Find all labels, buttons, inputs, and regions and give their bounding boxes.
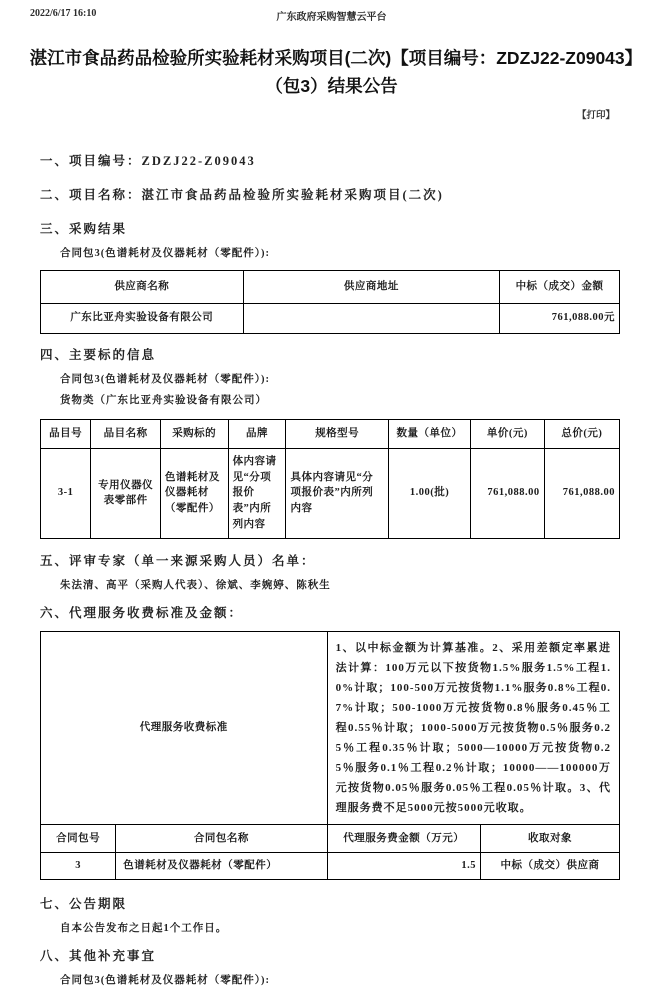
cell-fee-standard-text: 1、以中标金额为计算基准。2、采用差额定率累进法计算：100万元以下按货物1.5%服务1.5%工程1.0%计取；100-500万元按货物1.1%服务0.8%工程0.7%计取；500-1000万元按货物0.8％服务0.45％工程0.55％计取；1000-5000万元按货物0.5％服务0.25％工程0.35％计取；5000—10000万元按货物0.25％服务0.1％工程0.2％计取；10000——100000万元按货物0.05％服务0.05％工程0.05％计取。3、代理服务费不足5000元按5000元收取。 [327,631,619,824]
page-top-bar [0,0,663,23]
section-procurement-result: 三、采购结果 [40,221,128,236]
section-other-matters: 八、其他补充事宜 [40,949,157,964]
announcement-body [0,154,663,988]
result-package-line: 合同包3(色谱耗材及仪器耗材（零配件）): [60,247,270,259]
th-unit-price: 单价(元) [471,420,545,449]
cell-supplier-name: 广东比亚舟实验设备有限公司 [41,303,244,333]
subject-package-line: 合同包3(色谱耗材及仪器耗材（零配件）): [60,373,270,385]
cell-quantity-unit: 1.00(批) [388,448,470,538]
print-button[interactable]: 【打印】 [576,110,615,121]
th-procurement-subject: 采购标的 [160,420,228,449]
th-package-name: 合同包名称 [116,825,327,853]
cell-package-no: 3 [41,853,116,880]
th-fee-amount: 代理服务费金额（万元） [327,825,480,853]
th-brand: 品牌 [228,420,286,449]
announcement-title: 湛江市食品药品检验所实验耗材采购项目(二次)【项目编号：ZDZJ22-Z09043】（包3）结果公告 [29,48,634,97]
th-item-name: 品目名称 [91,420,160,449]
subject-category-line: 货物类（广东比亚舟实验设备有限公司） [60,395,267,407]
supplier-table-header-row [41,270,620,303]
th-item-no: 品目号 [41,420,91,449]
supplier-result-table [40,270,620,334]
section-project-number: 一、项目编号：ZDZJ22-Z09043 [40,153,256,168]
cell-supplier-address [243,303,499,333]
site-name: 广东政府采购智慧云平台 [276,12,387,23]
cell-package-name: 色谱耗材及仪器耗材（零配件） [116,853,327,880]
th-quantity-unit: 数量（单位） [388,420,470,449]
print-timestamp: 2022/6/17 16:10 [30,8,97,19]
cell-brand: 体内容请见“分项报价表”内所列内容 [228,448,286,538]
th-supplier-address: 供应商地址 [243,270,499,303]
agency-fee-table [40,631,620,880]
cell-procurement-subject: 色谱耗材及仪器耗材（零配件） [160,448,228,538]
th-total-price: 总价(元) [544,420,619,449]
items-table-row [41,448,620,538]
items-table-header-row [41,420,620,449]
th-award-amount: 中标（成交）金额 [500,270,620,303]
cell-spec-model: 具体内容请见“分项报价表”内所列内容 [286,448,388,538]
section-experts: 五、评审专家（单一来源采购人员）名单： [40,553,316,568]
cell-award-amount: 761,088.00元 [500,303,620,333]
section-subject-info: 四、主要标的信息 [40,347,157,362]
cell-item-name: 专用仪器仪表零部件 [91,448,160,538]
fee-standard-row [41,631,620,824]
cell-total-price: 761,088.00 [544,448,619,538]
cell-fee-amount: 1.5 [327,853,480,880]
cell-fee-payer: 中标（成交）供应商 [481,853,620,880]
cell-item-no: 3-1 [41,448,91,538]
other-matters-package-line: 合同包3(色谱耗材及仪器耗材（零配件）): [60,975,270,987]
print-row [0,107,663,121]
section-project-name: 二、项目名称：湛江市食品药品检验所实验耗材采购项目(二次) [40,187,444,202]
fee-table-header-row [41,825,620,853]
experts-name-list: 朱法清、高平（采购人代表）、徐斌、李婉婷、陈秋生 [60,579,331,591]
cell-unit-price: 761,088.00 [471,448,545,538]
announcement-period-text: 自本公告发布之日起1个工作日。 [60,923,228,935]
fee-table-row [41,853,620,880]
th-package-no: 合同包号 [41,825,116,853]
th-supplier-name: 供应商名称 [41,270,244,303]
cell-fee-standard-label: 代理服务收费标准 [41,631,328,824]
th-spec-model: 规格型号 [286,420,388,449]
th-fee-payer: 收取对象 [481,825,620,853]
section-announcement-period: 七、公告期限 [40,897,128,912]
supplier-table-row [41,303,620,333]
section-agency-fee: 六、代理服务收费标准及金额： [40,605,244,620]
subject-items-table [40,419,620,539]
